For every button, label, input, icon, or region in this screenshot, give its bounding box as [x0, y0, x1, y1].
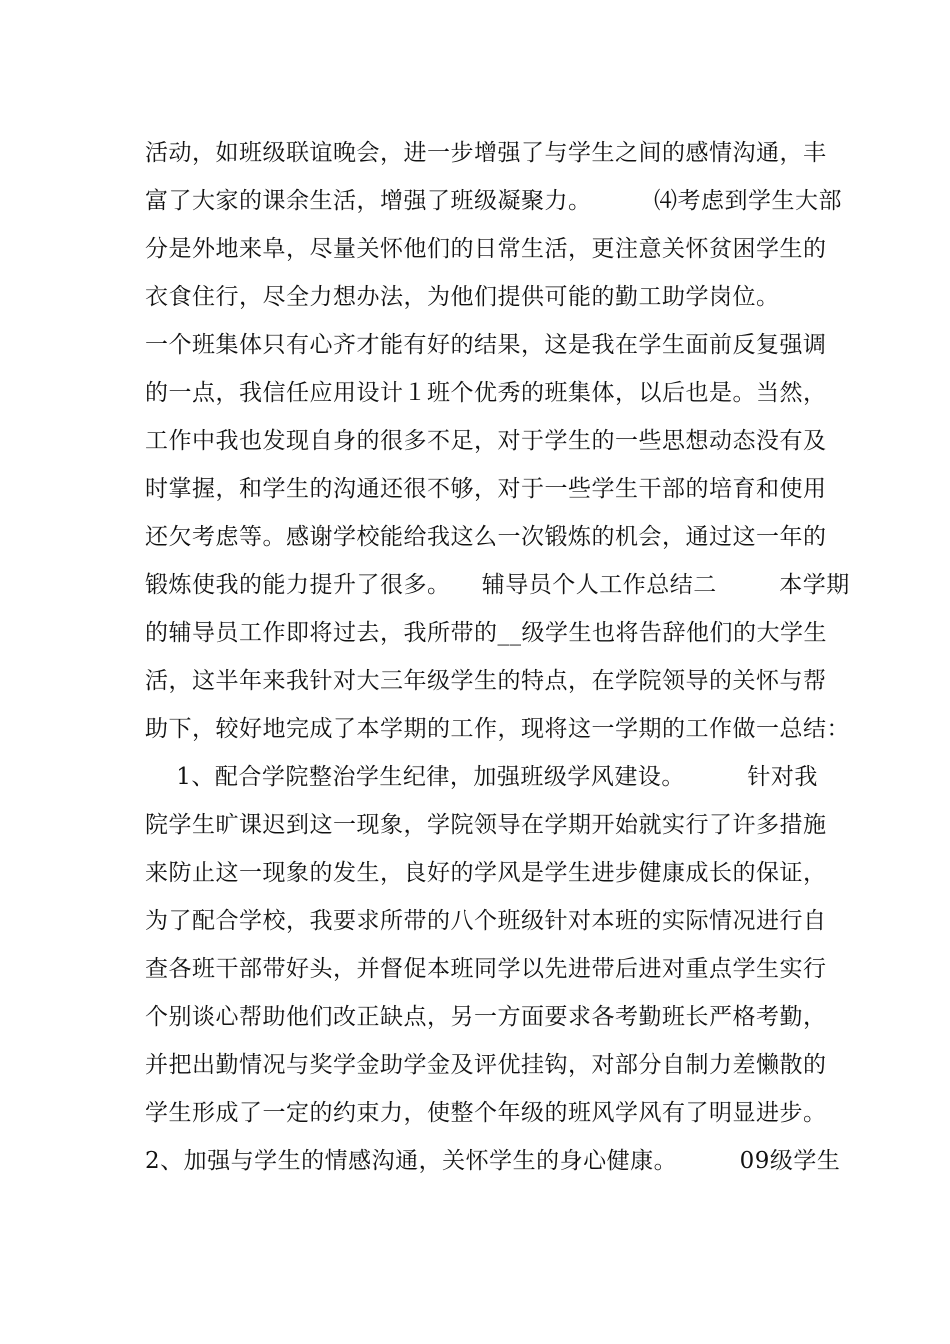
text-line-20: 并把出勤情况与奖学金助学金及评优挂钩，对部分自制力差懒散的	[145, 1052, 827, 1078]
text-line-7: 工作中我也发现自身的很多不足，对于学生的一些思想动态没有及	[145, 428, 827, 454]
text-line-8: 时掌握，和学生的沟通还很不够，对于一些学生干部的培育和使用	[145, 476, 827, 502]
text-line-22: 2、加强与学生的情感沟通，关怀学生的身心健康。 09级学生	[145, 1148, 841, 1174]
text-line-13: 助下，较好地完成了本学期的工作，现将这一学期的工作做一总结：	[145, 716, 850, 742]
text-line-6: 的一点，我信任应用设计１班个优秀的班集体，以后也是。当然，	[145, 380, 827, 406]
text-line-11: 的辅导员工作即将过去，我所带的__级学生也将告辞他们的大学生	[145, 620, 827, 646]
text-line-15: 院学生旷课迟到这一现象，学院领导在学期开始就实行了许多措施	[145, 812, 827, 838]
text-line-9: 还欠考虑等。感谢学校能给我这么一次锻炼的机会，通过这一年的	[145, 524, 827, 550]
text-line-10: 锻炼使我的能力提升了很多。 辅导员个人工作总结二 本学期	[145, 572, 850, 598]
text-line-5: 一个班集体只有心齐才能有好的结果，这是我在学生面前反复强调	[145, 332, 827, 358]
text-line-14: 1、配合学院整治学生纪律，加强班级学风建设。 针对我	[145, 764, 818, 790]
text-line-18: 查各班干部带好头，并督促本班同学以先进带后进对重点学生实行	[145, 956, 827, 982]
text-line-21: 学生形成了一定的约束力，使整个年级的班风学风有了明显进步。	[145, 1100, 827, 1126]
text-line-17: 为了配合学校，我要求所带的八个班级针对本班的实际情况进行自	[145, 908, 827, 934]
text-line-4: 衣食住行，尽全力想办法，为他们提供可能的勤工助学岗位。	[145, 284, 780, 310]
text-line-16: 来防止这一现象的发生，良好的学风是学生进步健康成长的保证，	[145, 860, 827, 886]
text-line-3: 分是外地来阜，尽量关怀他们的日常生活，更注意关怀贫困学生的	[145, 236, 827, 262]
text-line-1: 活动，如班级联谊晚会，进一步增强了与学生之间的感情沟通，丰	[145, 140, 827, 166]
text-line-19: 个别谈心帮助他们改正缺点，另一方面要求各考勤班长严格考勤，	[145, 1004, 827, 1030]
text-line-2: 富了大家的课余生活，增强了班级凝聚力。 ⑷考虑到学生大部	[145, 188, 842, 214]
text-line-12: 活，这半年来我针对大三年级学生的特点，在学院领导的关怀与帮	[145, 668, 827, 694]
